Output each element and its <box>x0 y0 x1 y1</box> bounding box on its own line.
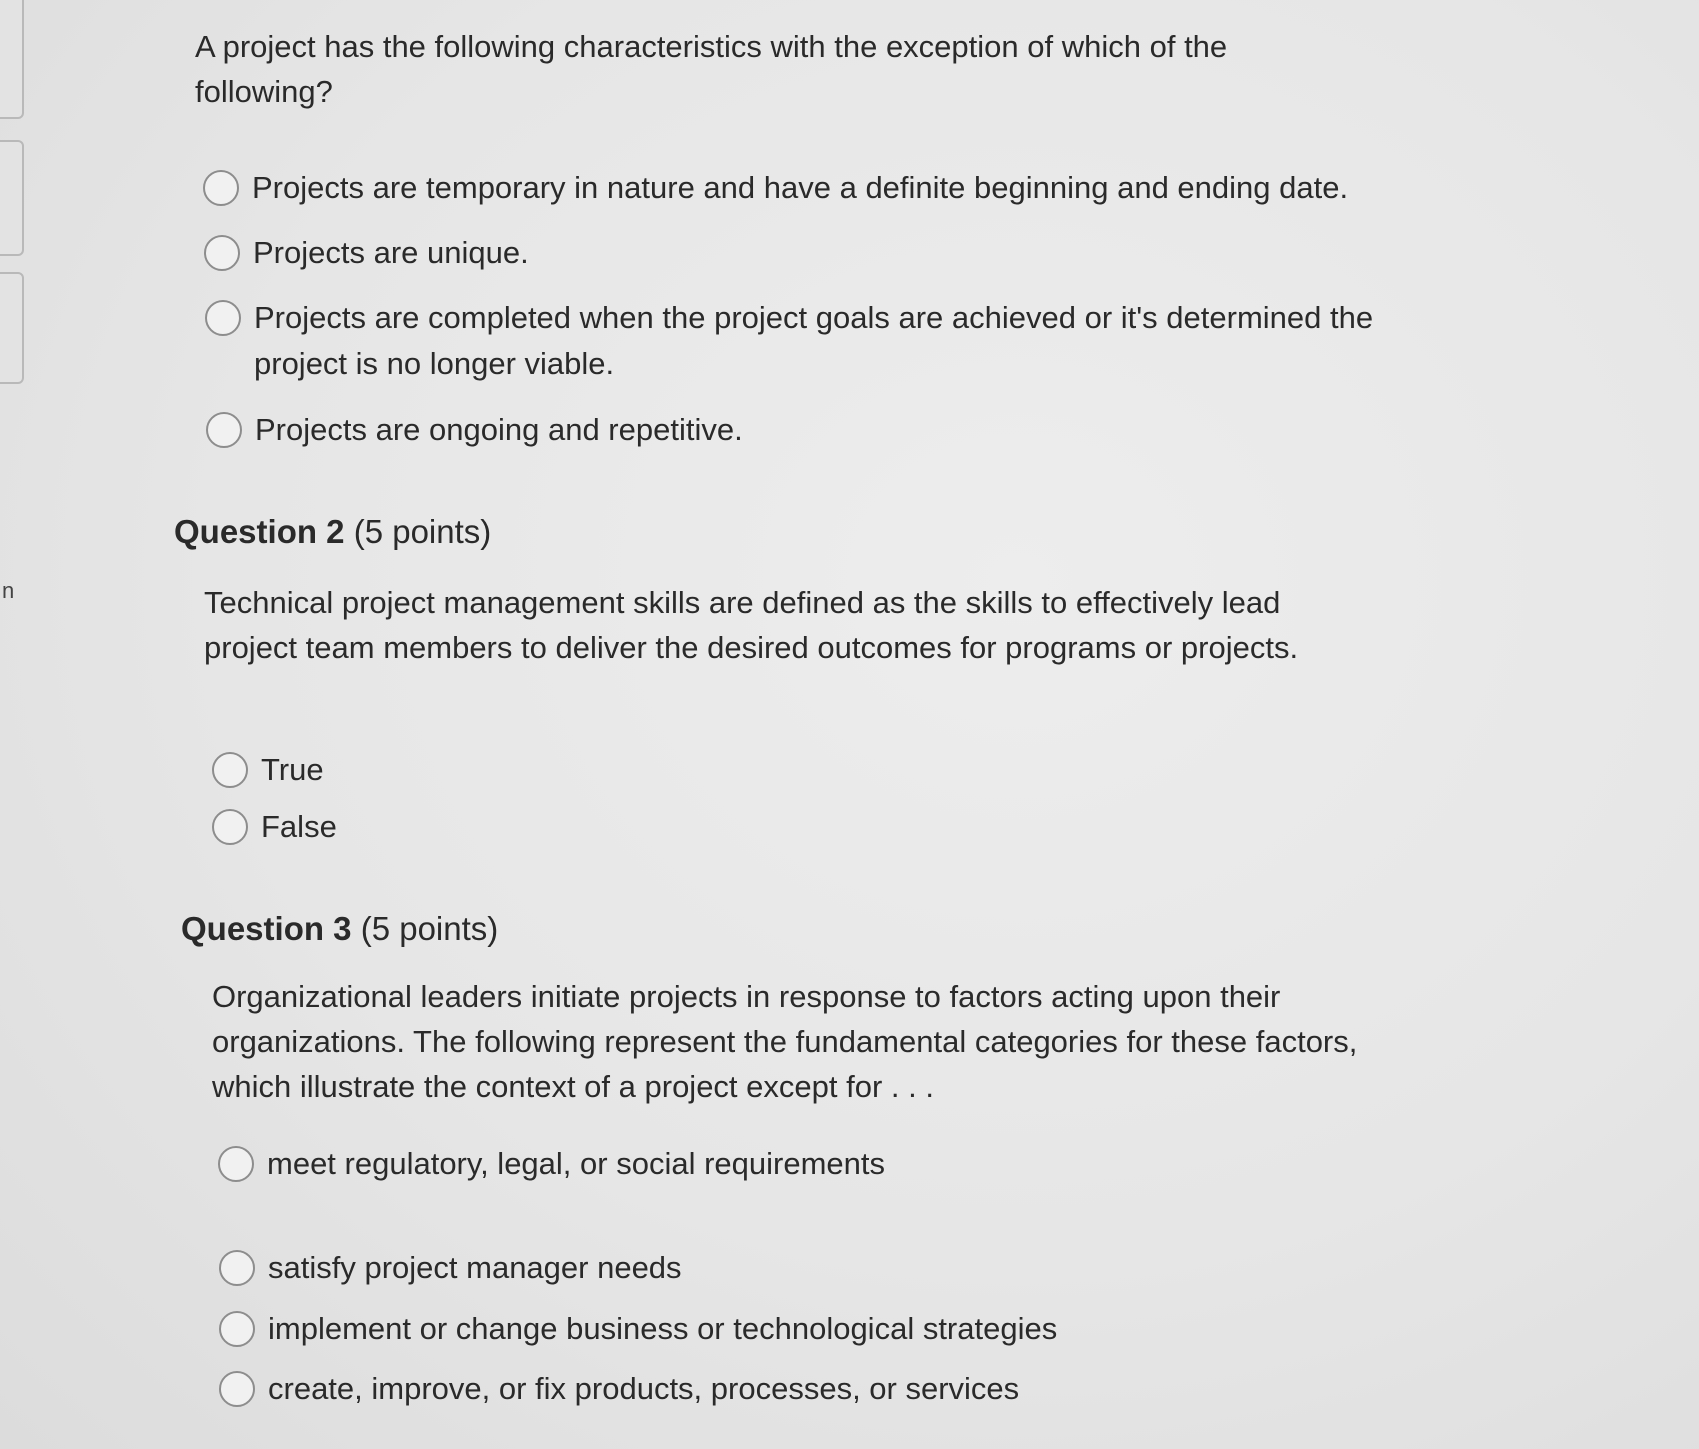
question-1-option-4[interactable] <box>206 407 1406 453</box>
radio-button[interactable] <box>212 809 248 845</box>
question-2-title: Question 2 <box>174 513 345 550</box>
question-1-option-3[interactable] <box>205 295 1405 387</box>
question-3-points: (5 points) <box>360 910 499 947</box>
radio-button[interactable] <box>204 235 240 271</box>
option-label: False <box>261 809 337 844</box>
question-3-title: Question 3 <box>181 910 352 947</box>
option-label: implement or change business or technological strategies <box>268 1311 1058 1346</box>
option-label: Projects are temporary in nature and have a definite beginning and ending date. <box>252 170 1349 205</box>
edge-tab <box>0 140 24 256</box>
question-2-heading <box>174 512 491 552</box>
question-1-option-2[interactable] <box>204 230 1454 276</box>
radio-button[interactable] <box>219 1371 255 1407</box>
question-3-option-3[interactable] <box>219 1306 1319 1352</box>
option-label: Projects are unique. <box>253 235 529 270</box>
question-3-text: Organizational leaders initiate projects in response to factors acting upon their organizations. The following represent the fundamental categories for these factors, which illustrate the context of a project except for . . . <box>212 979 1358 1104</box>
question-3-heading <box>181 909 498 949</box>
question-1-option-1[interactable] <box>203 165 1463 211</box>
radio-button[interactable] <box>212 752 248 788</box>
option-label: Projects are ongoing and repetitive. <box>255 412 743 447</box>
edge-tab <box>0 272 24 384</box>
option-label: Projects are completed when the project goals are achieved or it's determined the project is no longer viable. <box>254 300 1374 381</box>
radio-button[interactable] <box>219 1250 255 1286</box>
radio-button[interactable] <box>219 1311 255 1347</box>
radio-button[interactable] <box>205 300 241 336</box>
question-3-option-1[interactable] <box>218 1141 1218 1187</box>
question-2-option-false[interactable] <box>212 804 612 850</box>
radio-button[interactable] <box>218 1146 254 1182</box>
question-3-option-4[interactable] <box>219 1366 1319 1412</box>
option-label: meet regulatory, legal, or social requirements <box>267 1146 885 1181</box>
question-1-text: A project has the following characteristics with the exception of which of the following? <box>195 29 1228 109</box>
option-label: True <box>261 752 324 787</box>
edge-mark: n <box>2 578 15 603</box>
edge-tab <box>0 0 24 119</box>
question-2-text: Technical project management skills are defined as the skills to effectively lead project team members to deliver the desired outcomes for programs or projects. <box>204 585 1299 665</box>
option-label: create, improve, or fix products, processes, or services <box>268 1371 1020 1406</box>
question-2-points: (5 points) <box>353 513 492 550</box>
radio-button[interactable] <box>203 170 239 206</box>
question-2-option-true[interactable] <box>212 747 612 793</box>
radio-button[interactable] <box>206 412 242 448</box>
option-label: satisfy project manager needs <box>268 1250 682 1285</box>
left-edge-panel <box>0 0 20 1449</box>
question-3-option-2[interactable] <box>219 1245 1219 1291</box>
